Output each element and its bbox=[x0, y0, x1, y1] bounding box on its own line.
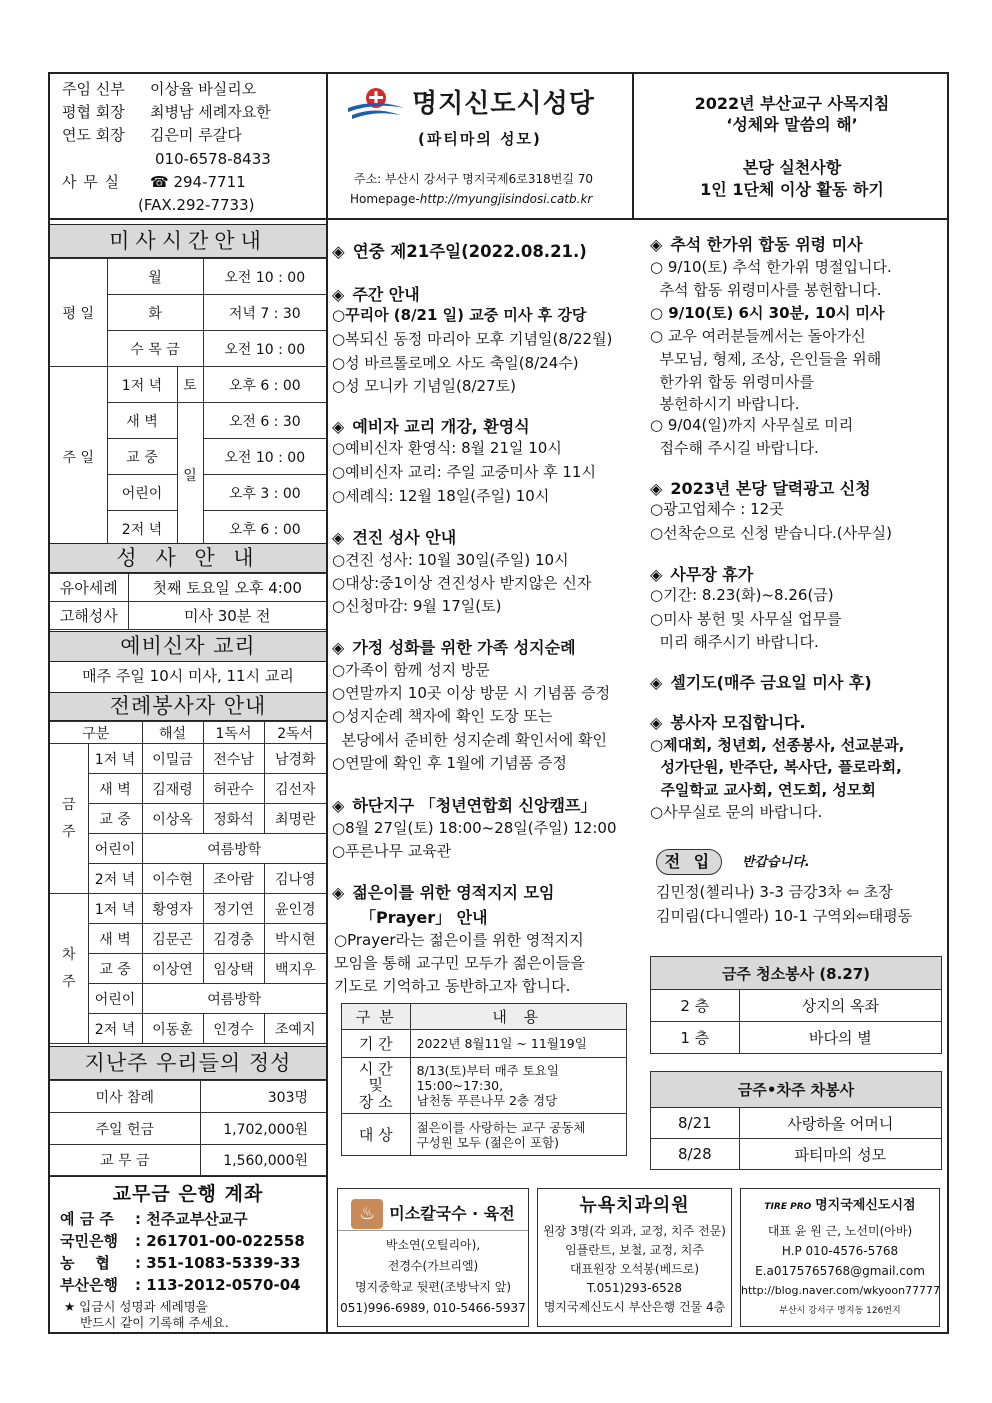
minister-merged: 여름방학 bbox=[142, 984, 326, 1014]
bank-label: 예 금 주 bbox=[60, 1210, 114, 1228]
chuseok-item: ○ 9/10(토) 6시 30분, 10시 미사 bbox=[650, 304, 885, 322]
catechism-title bbox=[332, 414, 530, 437]
youth-item: 기도로 기억하고 동반하고자 합니다. bbox=[334, 977, 571, 995]
this-week-label bbox=[50, 744, 88, 894]
weekly-item: ○성 바르톨로메오 사도 축일(8/24수) bbox=[332, 354, 579, 372]
minister-name: 박시현 bbox=[264, 924, 326, 954]
welcome-text: 반갑습니다. bbox=[742, 855, 810, 870]
sacrament-name: 고해성사 bbox=[50, 602, 128, 630]
calendar-item: ○선착순으로 신청 받습니다.(사무실) bbox=[650, 524, 892, 542]
confirm-title-text: 견진 성사 안내 bbox=[352, 528, 457, 547]
church-name: 명지신도시성당 bbox=[412, 89, 595, 119]
minister-mass: 새 벽 bbox=[88, 924, 142, 954]
sacrament-banner: 성 사 안 내 bbox=[50, 543, 326, 573]
confirm-item: ○신청마감: 9월 17일(토) bbox=[332, 597, 502, 615]
minister-name: 김경충 bbox=[203, 924, 264, 954]
welcome-badge: 전 입 bbox=[656, 849, 722, 875]
minister-name: 정화석 bbox=[203, 804, 264, 834]
youth-title bbox=[332, 880, 555, 903]
minister-name: 이상연 bbox=[142, 954, 203, 984]
ad-tire bbox=[740, 1188, 940, 1327]
vacation-item: 미리 해주시기 바랍니다. bbox=[650, 633, 819, 651]
welcome-item: 김미림(다니엘라) 10-1 구역외⇦태평동 bbox=[656, 907, 913, 925]
chuseok-item: ○ 교우 여러분들께서는 돌아가신 bbox=[650, 327, 866, 345]
sunday-title bbox=[332, 238, 587, 262]
offering-value: 303명 bbox=[200, 1081, 326, 1113]
bank-value: : 261701-00-022558 bbox=[135, 1232, 305, 1250]
church-logo-icon bbox=[346, 86, 406, 122]
chuseok-item: 추석 합동 위령미사를 봉헌합니다. bbox=[650, 281, 882, 299]
staff-name-3: 김은미 루갈다 bbox=[150, 126, 242, 144]
minister-name: 남경화 bbox=[264, 744, 326, 774]
sacrament-name: 유아세례 bbox=[50, 574, 128, 602]
ministers-banner: 전례봉사자 안내 bbox=[50, 692, 326, 721]
ministers-header: 2독서 bbox=[264, 722, 326, 744]
tea-date: 8/28 bbox=[651, 1139, 740, 1170]
cell-title bbox=[650, 670, 872, 693]
chuseok-item: ○ 9/04(일)까지 사무실로 미리 bbox=[650, 416, 854, 434]
tea-title: 금주•차주 차봉사 bbox=[651, 1072, 942, 1108]
minister-mass: 2저 녁 bbox=[88, 864, 142, 894]
minister-merged: 여름방학 bbox=[142, 834, 326, 864]
chuseok-title-text: 추석 한가위 합동 위령 미사 bbox=[670, 235, 863, 254]
left-column-divider bbox=[326, 218, 328, 1334]
minister-mass: 새 벽 bbox=[88, 774, 142, 804]
sunday-label: 주 일 bbox=[50, 367, 107, 547]
weekday-label: 평 일 bbox=[50, 259, 107, 367]
bank-label: 부산은행 bbox=[60, 1276, 118, 1294]
minister-name: 이상옥 bbox=[142, 804, 203, 834]
minister-name: 이밀금 bbox=[142, 744, 203, 774]
minister-mass: 교 중 bbox=[88, 804, 142, 834]
ad-dental-line: 대표원장 오석봉(베드로) bbox=[569, 1262, 700, 1276]
calendar-item: ○광고업체수 : 12곳 bbox=[650, 500, 784, 518]
weekly-item: ○성 모니카 기념일(8/27토) bbox=[332, 377, 516, 395]
diamond-icon: ◈ bbox=[650, 235, 663, 254]
chuseok-item: 접수해 주시길 바랍니다. bbox=[650, 439, 819, 457]
pilgrim-item: ○가족이 함께 성지 방문 bbox=[332, 661, 490, 679]
staff-role-1: 주임 신부 bbox=[62, 80, 125, 98]
ad-tire-header bbox=[741, 1195, 939, 1217]
weekday-day: 화 bbox=[107, 295, 203, 331]
bank-title: 교무금 은행 계좌 bbox=[112, 1183, 264, 1205]
ad-noodle-line: 명지중학교 뒷편(조방낙지 앞) bbox=[354, 1280, 512, 1294]
diamond-icon: ◈ bbox=[332, 528, 345, 547]
ministers-header: 해설 bbox=[142, 722, 203, 744]
homepage-line bbox=[350, 192, 592, 207]
staff-name-2: 최병남 세례자요한 bbox=[150, 103, 271, 121]
homepage-label: Homepage- bbox=[350, 192, 420, 206]
minister-name: 조예지 bbox=[264, 1014, 326, 1044]
offering-value: 1,702,000원 bbox=[200, 1113, 326, 1145]
diamond-icon: ◈ bbox=[332, 417, 345, 436]
tea-group: 파티마의 성모 bbox=[739, 1139, 941, 1170]
mass-times-table bbox=[50, 258, 326, 547]
ad-noodle-line: 박소연(오틸리아), bbox=[385, 1238, 481, 1252]
diamond-icon: ◈ bbox=[332, 796, 345, 815]
ministers-table bbox=[50, 721, 326, 1044]
practice-line-2: 1인 1단체 이상 활동 하기 bbox=[700, 180, 884, 199]
sacrament-value: 미사 30분 전 bbox=[128, 602, 326, 630]
vacation-title bbox=[650, 562, 753, 585]
tea-group: 사랑하올 어머니 bbox=[739, 1108, 941, 1139]
ad-dental-line: 원장 3명(각 외과, 교정, 치주 전문) bbox=[543, 1224, 726, 1238]
noodle-logo-icon: ♨ bbox=[351, 1199, 383, 1229]
camp-title bbox=[332, 793, 596, 816]
sunday-row bbox=[50, 367, 326, 403]
vacation-item: ○기간: 8.23(화)~8.26(금) bbox=[650, 586, 834, 604]
cell-title-text: 셀기도(매주 금요일 미사 후) bbox=[670, 673, 872, 692]
ad-tire-brand: TIRE PRO bbox=[764, 1202, 812, 1212]
youth-table-value: 젊은이를 사랑하는 교구 공동체 구성원 모두 (젊은이 포함) bbox=[410, 1114, 626, 1156]
pilgrim-title bbox=[332, 635, 576, 658]
diocese-line-2: ‘성체와 말씀의 해’ bbox=[726, 115, 858, 134]
youth-item: 모임을 통해 교구민 모두가 젊은이들을 bbox=[334, 954, 585, 972]
camp-item: ○푸른나무 교육관 bbox=[332, 842, 452, 860]
camp-title-text: 하단지구 「청년연합회 신앙캠프」 bbox=[352, 796, 597, 815]
youth-table-value: 8/13(토)부터 매주 토요일 15:00~17:30, 남천동 푸른나무 2층 경당 bbox=[410, 1058, 626, 1114]
youth-table-header: 구 분 bbox=[342, 1004, 411, 1030]
minister-name: 김문곤 bbox=[142, 924, 203, 954]
pilgrim-title-text: 가정 성화를 위한 가족 성지순례 bbox=[352, 638, 576, 657]
calendar-title-text: 2023년 본당 달력광고 신청 bbox=[670, 479, 871, 498]
next-week-label bbox=[50, 894, 88, 1044]
diamond-icon: ◈ bbox=[332, 285, 345, 304]
weekly-item: ○꾸리아 (8/21 일) 교중 미사 후 강당 bbox=[332, 306, 587, 324]
minister-name: 임상택 bbox=[203, 954, 264, 984]
bank-value: : 113-2012-0570-04 bbox=[135, 1276, 301, 1294]
ad-tire-name: 명지국제신도시점 bbox=[815, 1198, 916, 1213]
sunday-mass-time: 오전 10 : 00 bbox=[203, 439, 326, 475]
tea-table bbox=[650, 1071, 942, 1170]
diamond-icon: ◈ bbox=[650, 713, 663, 732]
header-left-divider bbox=[326, 72, 328, 220]
offering-name: 주일 헌금 bbox=[50, 1113, 200, 1145]
bank-value: : 351-1083-5339-33 bbox=[135, 1254, 301, 1272]
sunday-mass-name: 새 벽 bbox=[107, 403, 177, 439]
youth-table bbox=[341, 1003, 627, 1156]
office-fax: (FAX.292-7733) bbox=[138, 196, 255, 214]
pilgrim-item: ○성지순례 책자에 확인 도장 또는 bbox=[332, 707, 553, 725]
cleaning-floor: 1 층 bbox=[651, 1022, 740, 1054]
minister-name: 김재령 bbox=[142, 774, 203, 804]
minister-mass: 2저 녁 bbox=[88, 1014, 142, 1044]
catechism-item: ○세례식: 12월 18일(주일) 10시 bbox=[332, 487, 550, 505]
welcome-item: 김민정(첼리나) 3-3 금강3차 ⇦ 초장 bbox=[656, 883, 893, 901]
offering-table bbox=[50, 1080, 326, 1176]
minister-name: 이수현 bbox=[142, 864, 203, 894]
minister-name: 황영자 bbox=[142, 894, 203, 924]
weekly-item: ○복되신 동정 마리아 모후 기념일(8/22월) bbox=[332, 330, 613, 348]
minister-mass: 어린이 bbox=[88, 984, 142, 1014]
weekday-time: 오전 10 : 00 bbox=[203, 331, 326, 367]
calendar-title bbox=[650, 476, 871, 499]
staff-phone: 010-6578-8433 bbox=[155, 150, 271, 168]
offering-name: 미사 참례 bbox=[50, 1081, 200, 1113]
catechism-item: ○예비신자 교리: 주일 교중미사 후 11시 bbox=[332, 463, 596, 481]
ad-noodle-name: 미소칼국수 · 육전 bbox=[389, 1204, 515, 1223]
ministers-header: 1독서 bbox=[203, 722, 264, 744]
confirm-item: ○견진 성사: 10월 30일(주일) 10시 bbox=[332, 551, 569, 569]
youth-table-value: 2022년 8월11일 ~ 11월19일 bbox=[410, 1030, 626, 1058]
minister-name: 조아람 bbox=[203, 864, 264, 894]
sunday-day-label: 일 bbox=[177, 403, 203, 547]
church-address: 주소: 부산시 강서구 명지국제6로318번길 70 bbox=[354, 172, 593, 186]
sunday-mass-time: 오전 6 : 30 bbox=[203, 403, 326, 439]
catechumen-banner: 예비신자 교리 bbox=[50, 631, 326, 662]
diamond-icon: ◈ bbox=[650, 565, 663, 584]
sacrament-value: 첫째 토요일 오후 4:00 bbox=[128, 574, 326, 602]
ad-tire-line: 부산시 강서구 명지동 126번지 bbox=[779, 1306, 901, 1316]
next-week-label-text: 차 주 bbox=[61, 946, 76, 990]
bank-label: 농 협 bbox=[60, 1254, 110, 1272]
staff-name-1: 이상율 바실리오 bbox=[150, 80, 257, 98]
sunday-mass-time: 오후 3 : 00 bbox=[203, 475, 326, 511]
office-phone: ☎ 294-7711 bbox=[150, 173, 246, 191]
sunday-mass-name: 교 중 bbox=[107, 439, 177, 475]
staff-role-3: 연도 회장 bbox=[62, 126, 125, 144]
church-patron: (파티마의 성모) bbox=[418, 130, 542, 148]
weekday-day: 월 bbox=[107, 259, 203, 295]
chuseok-title bbox=[650, 232, 863, 255]
sunday-title-text: 연중 제21주일(2022.08.21.) bbox=[352, 242, 587, 261]
ad-dental-line: T.051)293-6528 bbox=[586, 1281, 683, 1295]
chuseok-item: 한가위 합동 위령미사를 bbox=[650, 373, 814, 391]
minister-name: 전수남 bbox=[203, 744, 264, 774]
diamond-icon: ◈ bbox=[650, 479, 663, 498]
chuseok-item: ○ 9/10(토) 추석 한가위 명절입니다. bbox=[650, 258, 892, 276]
weekly-title-text: 주간 안내 bbox=[352, 285, 420, 304]
cleaning-table bbox=[650, 956, 942, 1054]
weekday-time: 저녁 7 : 30 bbox=[203, 295, 326, 331]
bank-note-2: 반드시 같이 기록해 주세요. bbox=[80, 1315, 229, 1330]
youth-title-2: 「Prayer」 안내 bbox=[360, 908, 488, 927]
cleaning-floor: 2 층 bbox=[651, 990, 740, 1022]
minister-name: 백지우 bbox=[264, 954, 326, 984]
ad-noodle-header bbox=[338, 1197, 528, 1231]
sacrament-table bbox=[50, 573, 326, 630]
diamond-icon: ◈ bbox=[332, 883, 345, 902]
sunday-mass-time: 오후 6 : 00 bbox=[203, 511, 326, 547]
ad-noodle bbox=[337, 1188, 529, 1327]
staff-role-2: 평협 회장 bbox=[62, 103, 125, 121]
minister-name: 김선자 bbox=[264, 774, 326, 804]
cleaning-title: 금주 청소봉사 (8.27) bbox=[651, 957, 942, 990]
camp-item: ○8월 27일(토) 18:00~28일(주일) 12:00 bbox=[332, 819, 617, 837]
diamond-icon: ◈ bbox=[332, 638, 345, 657]
catechism-title-text: 예비자 교리 개강, 환영식 bbox=[352, 417, 530, 436]
volunteer-item: ○사무실로 문의 바랍니다. bbox=[650, 803, 823, 821]
minister-name: 김나영 bbox=[264, 864, 326, 894]
sunday-mass-time: 오후 6 : 00 bbox=[203, 367, 326, 403]
minister-mass: 1저 녁 bbox=[88, 894, 142, 924]
offering-name: 교 무 금 bbox=[50, 1145, 200, 1176]
youth-table-key: 대 상 bbox=[342, 1114, 411, 1156]
confirm-title bbox=[332, 525, 456, 548]
ad-tire-line: 대표 윤 원 근, 노선미(아바) bbox=[767, 1224, 913, 1238]
minister-mass: 1저 녁 bbox=[88, 744, 142, 774]
ad-tire-line[interactable]: http://blog.naver.com/wkyoon77777 bbox=[741, 1284, 941, 1297]
cleaning-group: 바다의 별 bbox=[739, 1022, 941, 1054]
minister-name: 허관수 bbox=[203, 774, 264, 804]
ministers-header: 구분 bbox=[50, 722, 142, 744]
pilgrim-item: ○연말까지 10곳 이상 방문 시 기념품 증정 bbox=[332, 684, 611, 702]
weekday-time: 오전 10 : 00 bbox=[203, 259, 326, 295]
youth-title-text-1: 젊은이를 위한 영적지지 모임 bbox=[352, 883, 555, 902]
chuseok-item: 봉헌하시기 바랍니다. bbox=[650, 395, 800, 413]
ad-dental-line: 임플란트, 보철, 교정, 치주 bbox=[565, 1243, 704, 1257]
this-week-label-text: 금 주 bbox=[61, 796, 76, 840]
header-right-divider bbox=[632, 72, 634, 220]
ad-dental-line: 명지국제신도시 부산은행 건물 4층 bbox=[543, 1300, 726, 1314]
sunday-mass-name: 2저 녁 bbox=[107, 511, 177, 547]
youth-table-key: 기 간 bbox=[342, 1030, 411, 1058]
pilgrim-item: 본당에서 준비한 성지순례 확인서에 확인 bbox=[332, 731, 607, 749]
bank-note-1: ★ 입금시 성명과 세례명을 bbox=[64, 1299, 208, 1314]
catechism-item: ○예비신자 환영식: 8월 21일 10시 bbox=[332, 439, 562, 457]
ad-dental-name: 뉴욕치과의원 bbox=[579, 1195, 690, 1216]
minister-name: 이동훈 bbox=[142, 1014, 203, 1044]
ad-noodle-line: 051)996-6989, 010-5466-5937 bbox=[340, 1301, 526, 1315]
pilgrim-item: ○연말에 확인 후 1월에 기념품 증정 bbox=[332, 754, 567, 772]
sunday-mass-name: 어린이 bbox=[107, 475, 177, 511]
minister-name: 윤인경 bbox=[264, 894, 326, 924]
weekly-title bbox=[332, 282, 420, 305]
ad-tire-line: E.a0175765768@gmail.com bbox=[755, 1264, 925, 1278]
homepage-link[interactable]: http://myungjisindosi.catb.kr bbox=[419, 192, 593, 206]
cleaning-group: 상지의 옥좌 bbox=[739, 990, 941, 1022]
minister-name: 인경수 bbox=[203, 1014, 264, 1044]
chuseok-item: 부모님, 형제, 조상, 은인들을 위해 bbox=[650, 350, 882, 368]
ad-noodle-line: 전경수(가브리엘) bbox=[387, 1259, 479, 1273]
volunteer-item: 주일학교 교사회, 연도회, 성모회 bbox=[650, 781, 876, 799]
vacation-item: ○미사 봉헌 및 사무실 업무를 bbox=[650, 610, 842, 628]
offering-banner: 지난주 우리들의 정성 bbox=[50, 1046, 326, 1080]
diamond-icon: ◈ bbox=[332, 242, 345, 261]
tea-date: 8/21 bbox=[651, 1108, 740, 1139]
practice-line-1: 본당 실천사항 bbox=[742, 158, 842, 177]
catechumen-text: 매주 주일 10시 미사, 11시 교리 bbox=[82, 667, 294, 685]
mass-times-banner: 미사시간안내 bbox=[50, 224, 326, 258]
minister-name: 정기연 bbox=[203, 894, 264, 924]
ad-tire-line: H.P 010-4576-5768 bbox=[781, 1244, 899, 1258]
office-label: 사 무 실 bbox=[62, 173, 121, 191]
youth-table-header: 내 용 bbox=[410, 1004, 626, 1030]
minister-mass: 교 중 bbox=[88, 954, 142, 984]
bank-label: 국민은행 bbox=[60, 1232, 118, 1250]
volunteer-item: ○제대회, 청년회, 선종봉사, 선교분과, bbox=[650, 736, 905, 754]
volunteer-title-text: 봉사자 모집합니다. bbox=[670, 713, 806, 732]
minister-mass: 어린이 bbox=[88, 834, 142, 864]
offering-value: 1,560,000원 bbox=[200, 1145, 326, 1176]
weekday-row bbox=[50, 259, 326, 295]
minister-name: 최명란 bbox=[264, 804, 326, 834]
youth-table-key: 시 간 및 장 소 bbox=[342, 1058, 411, 1114]
diocese-line-1: 2022년 부산교구 사목지침 bbox=[694, 94, 890, 113]
sunday-mass-name: 1저 녁 bbox=[107, 367, 177, 403]
volunteer-title bbox=[650, 710, 806, 733]
weekday-day: 수 목 금 bbox=[107, 331, 203, 367]
diamond-icon: ◈ bbox=[650, 673, 663, 692]
bank-value: : 천주교부산교구 bbox=[135, 1210, 248, 1228]
saturday-label: 토 bbox=[177, 367, 203, 403]
ad-dental bbox=[537, 1188, 732, 1327]
youth-item: ○Prayer라는 젊은이를 위한 영적지지 bbox=[334, 931, 584, 949]
volunteer-item: 성가단원, 반주단, 복사단, 플로라회, bbox=[650, 758, 902, 776]
confirm-item: ○대상:중1이상 견진성사 받지않은 신자 bbox=[332, 574, 592, 592]
vacation-title-text: 사무장 휴가 bbox=[670, 565, 754, 584]
header-divider bbox=[48, 218, 949, 220]
